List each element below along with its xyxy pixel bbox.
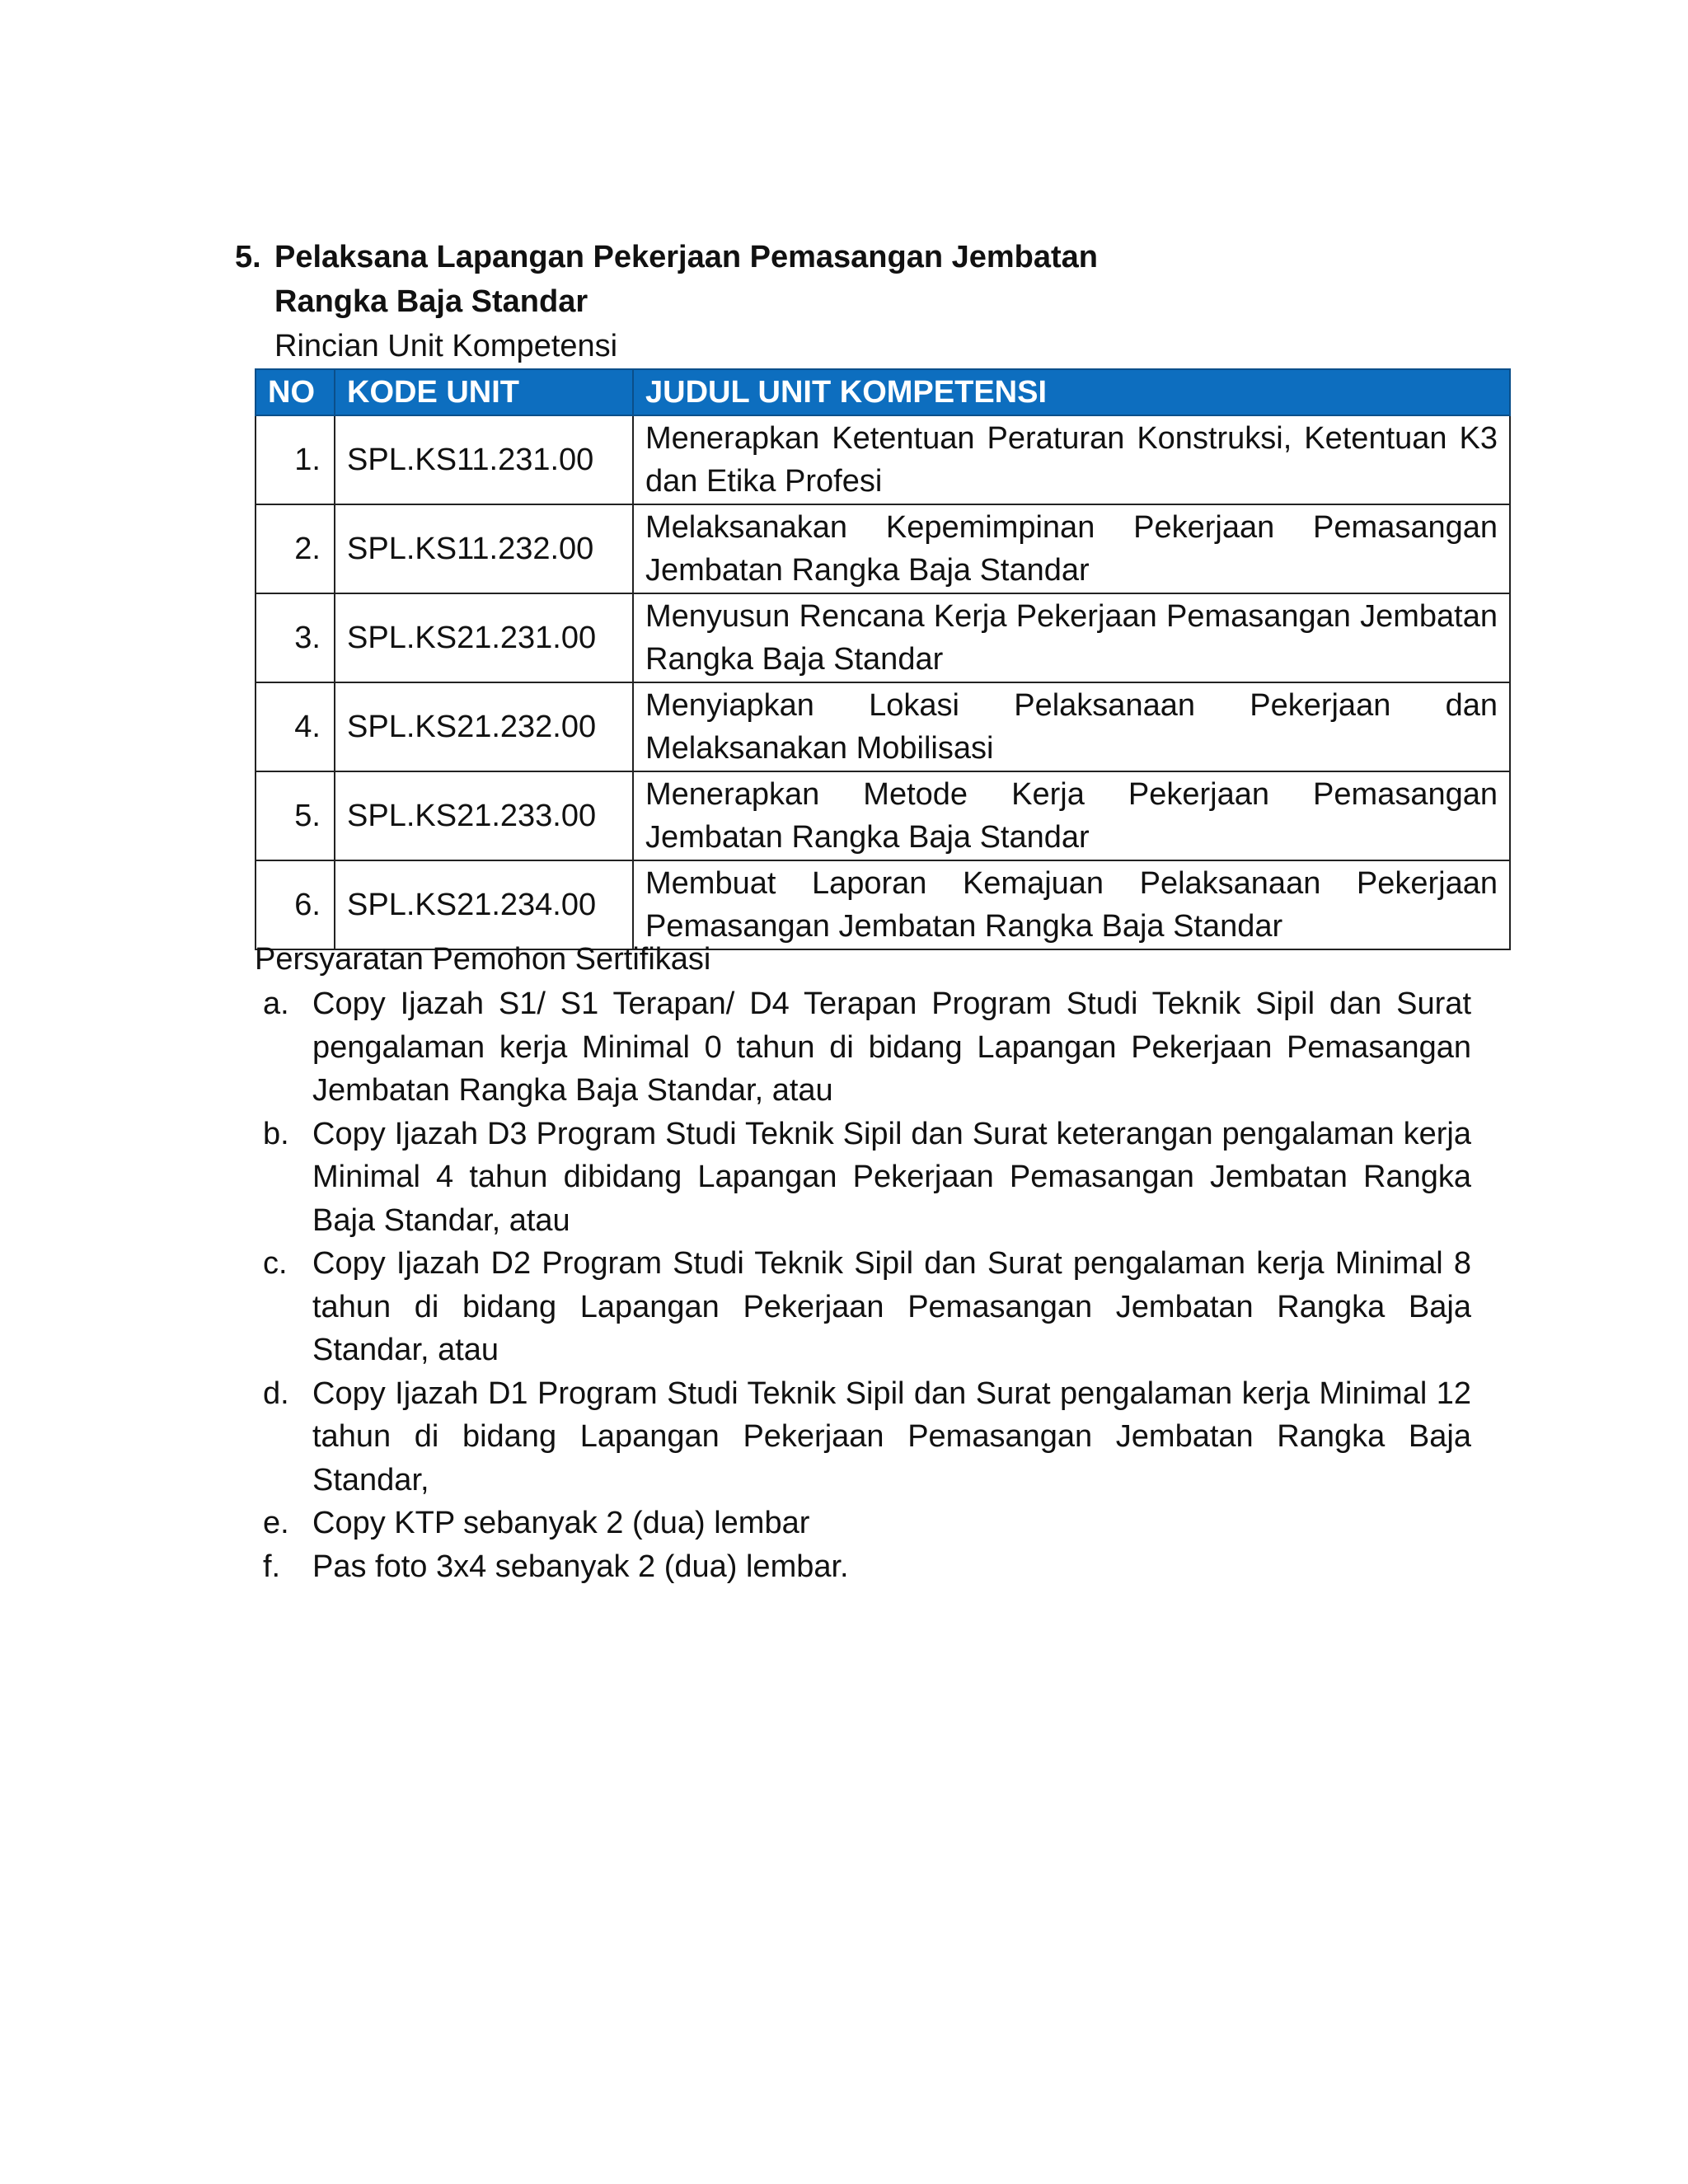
table-row [256,504,1510,593]
column-header-code: KODE UNIT [335,369,633,415]
column-header-title: JUDUL UNIT KOMPETENSI [633,369,1510,415]
requirements-list [255,982,1471,1588]
list-marker: a. [263,987,289,1021]
list-marker: d. [263,1376,289,1411]
cell-no: 2. [256,504,335,593]
requirements-title: Persyaratan Pemohon Sertifikasi [255,942,711,977]
cell-code: SPL.KS21.234.00 [335,860,633,949]
section-title-line2: Rangka Baja Standar [274,284,588,319]
table-row [256,682,1510,771]
list-item-text: Copy Ijazah D3 Program Studi Teknik Sipil dan Surat keterangan pengalaman kerja Minimal 4 tahun dibidang Lapangan Pekerjaan Pemasangan Jembatan Rangka Baja Standar, atau [312,1116,1471,1238]
cell-no: 1. [256,415,335,504]
list-item-text: Copy Ijazah S1/ S1 Terapan/ D4 Terapan Program Studi Teknik Sipil dan Surat pengalaman kerja Minimal 0 tahun di bidang Lapangan Pekerjaan Pemasangan Jembatan Rangka Baja Standar, atau [312,987,1471,1108]
cell-code: SPL.KS11.232.00 [335,504,633,593]
section-heading-line1 [235,235,1554,279]
cell-code: SPL.KS11.231.00 [335,415,633,504]
list-item-text: Pas foto 3x4 sebanyak 2 (dua) lembar. [312,1549,849,1584]
table-row [256,593,1510,682]
cell-title: Menyiapkan Lokasi Pelaksanaan Pekerjaan dan Melaksanakan Mobilisasi [633,682,1510,771]
cell-title: Menerapkan Ketentuan Peraturan Konstruksi, Ketentuan K3 dan Etika Profesi [633,415,1510,504]
cell-no: 6. [256,860,335,949]
section-title-line1: Pelaksana Lapangan Pekerjaan Pemasangan Jembatan [274,240,1099,274]
cell-code: SPL.KS21.231.00 [335,593,633,682]
list-item [255,1545,1471,1589]
column-header-no: NO [256,369,335,415]
cell-title: Membuat Laporan Kemajuan Pelaksanaan Pekerjaan Pemasangan Jembatan Rangka Baja Standar [633,860,1510,949]
table-header-row [256,369,1510,415]
cell-title: Menyusun Rencana Kerja Pekerjaan Pemasangan Jembatan Rangka Baja Standar [633,593,1510,682]
list-item-text: Copy Ijazah D2 Program Studi Teknik Sipil dan Surat pengalaman kerja Minimal 8 tahun di bidang Lapangan Pekerjaan Pemasangan Jembatan Rangka Baja Standar, atau [312,1246,1471,1367]
list-item-text: Copy KTP sebanyak 2 (dua) lembar [312,1506,810,1540]
cell-title: Melaksanakan Kepemimpinan Pekerjaan Pemasangan Jembatan Rangka Baja Standar [633,504,1510,593]
cell-code: SPL.KS21.232.00 [335,682,633,771]
list-marker: f. [263,1549,281,1584]
list-item [255,1242,1471,1372]
cell-code: SPL.KS21.233.00 [335,771,633,860]
table-row [256,860,1510,949]
section-number: 5. [235,240,261,274]
table-row [256,771,1510,860]
list-marker: b. [263,1116,289,1151]
cell-no: 4. [256,682,335,771]
cell-title: Menerapkan Metode Kerja Pekerjaan Pemasangan Jembatan Rangka Baja Standar [633,771,1510,860]
cell-no: 5. [256,771,335,860]
table-row [256,415,1510,504]
cell-no: 3. [256,593,335,682]
list-item [255,982,1471,1113]
list-item [255,1502,1471,1545]
list-marker: c. [263,1246,288,1281]
section-heading [235,235,1554,324]
competency-units-table [255,368,1511,950]
list-marker: e. [263,1506,289,1540]
list-item [255,1372,1471,1502]
table-caption: Rincian Unit Kompetensi [274,329,618,363]
list-item [255,1113,1471,1243]
list-item-text: Copy Ijazah D1 Program Studi Teknik Sipil dan Surat pengalaman kerja Minimal 12 tahun di bidang Lapangan Pekerjaan Pemasangan Jembatan Rangka Baja Standar, [312,1376,1471,1497]
